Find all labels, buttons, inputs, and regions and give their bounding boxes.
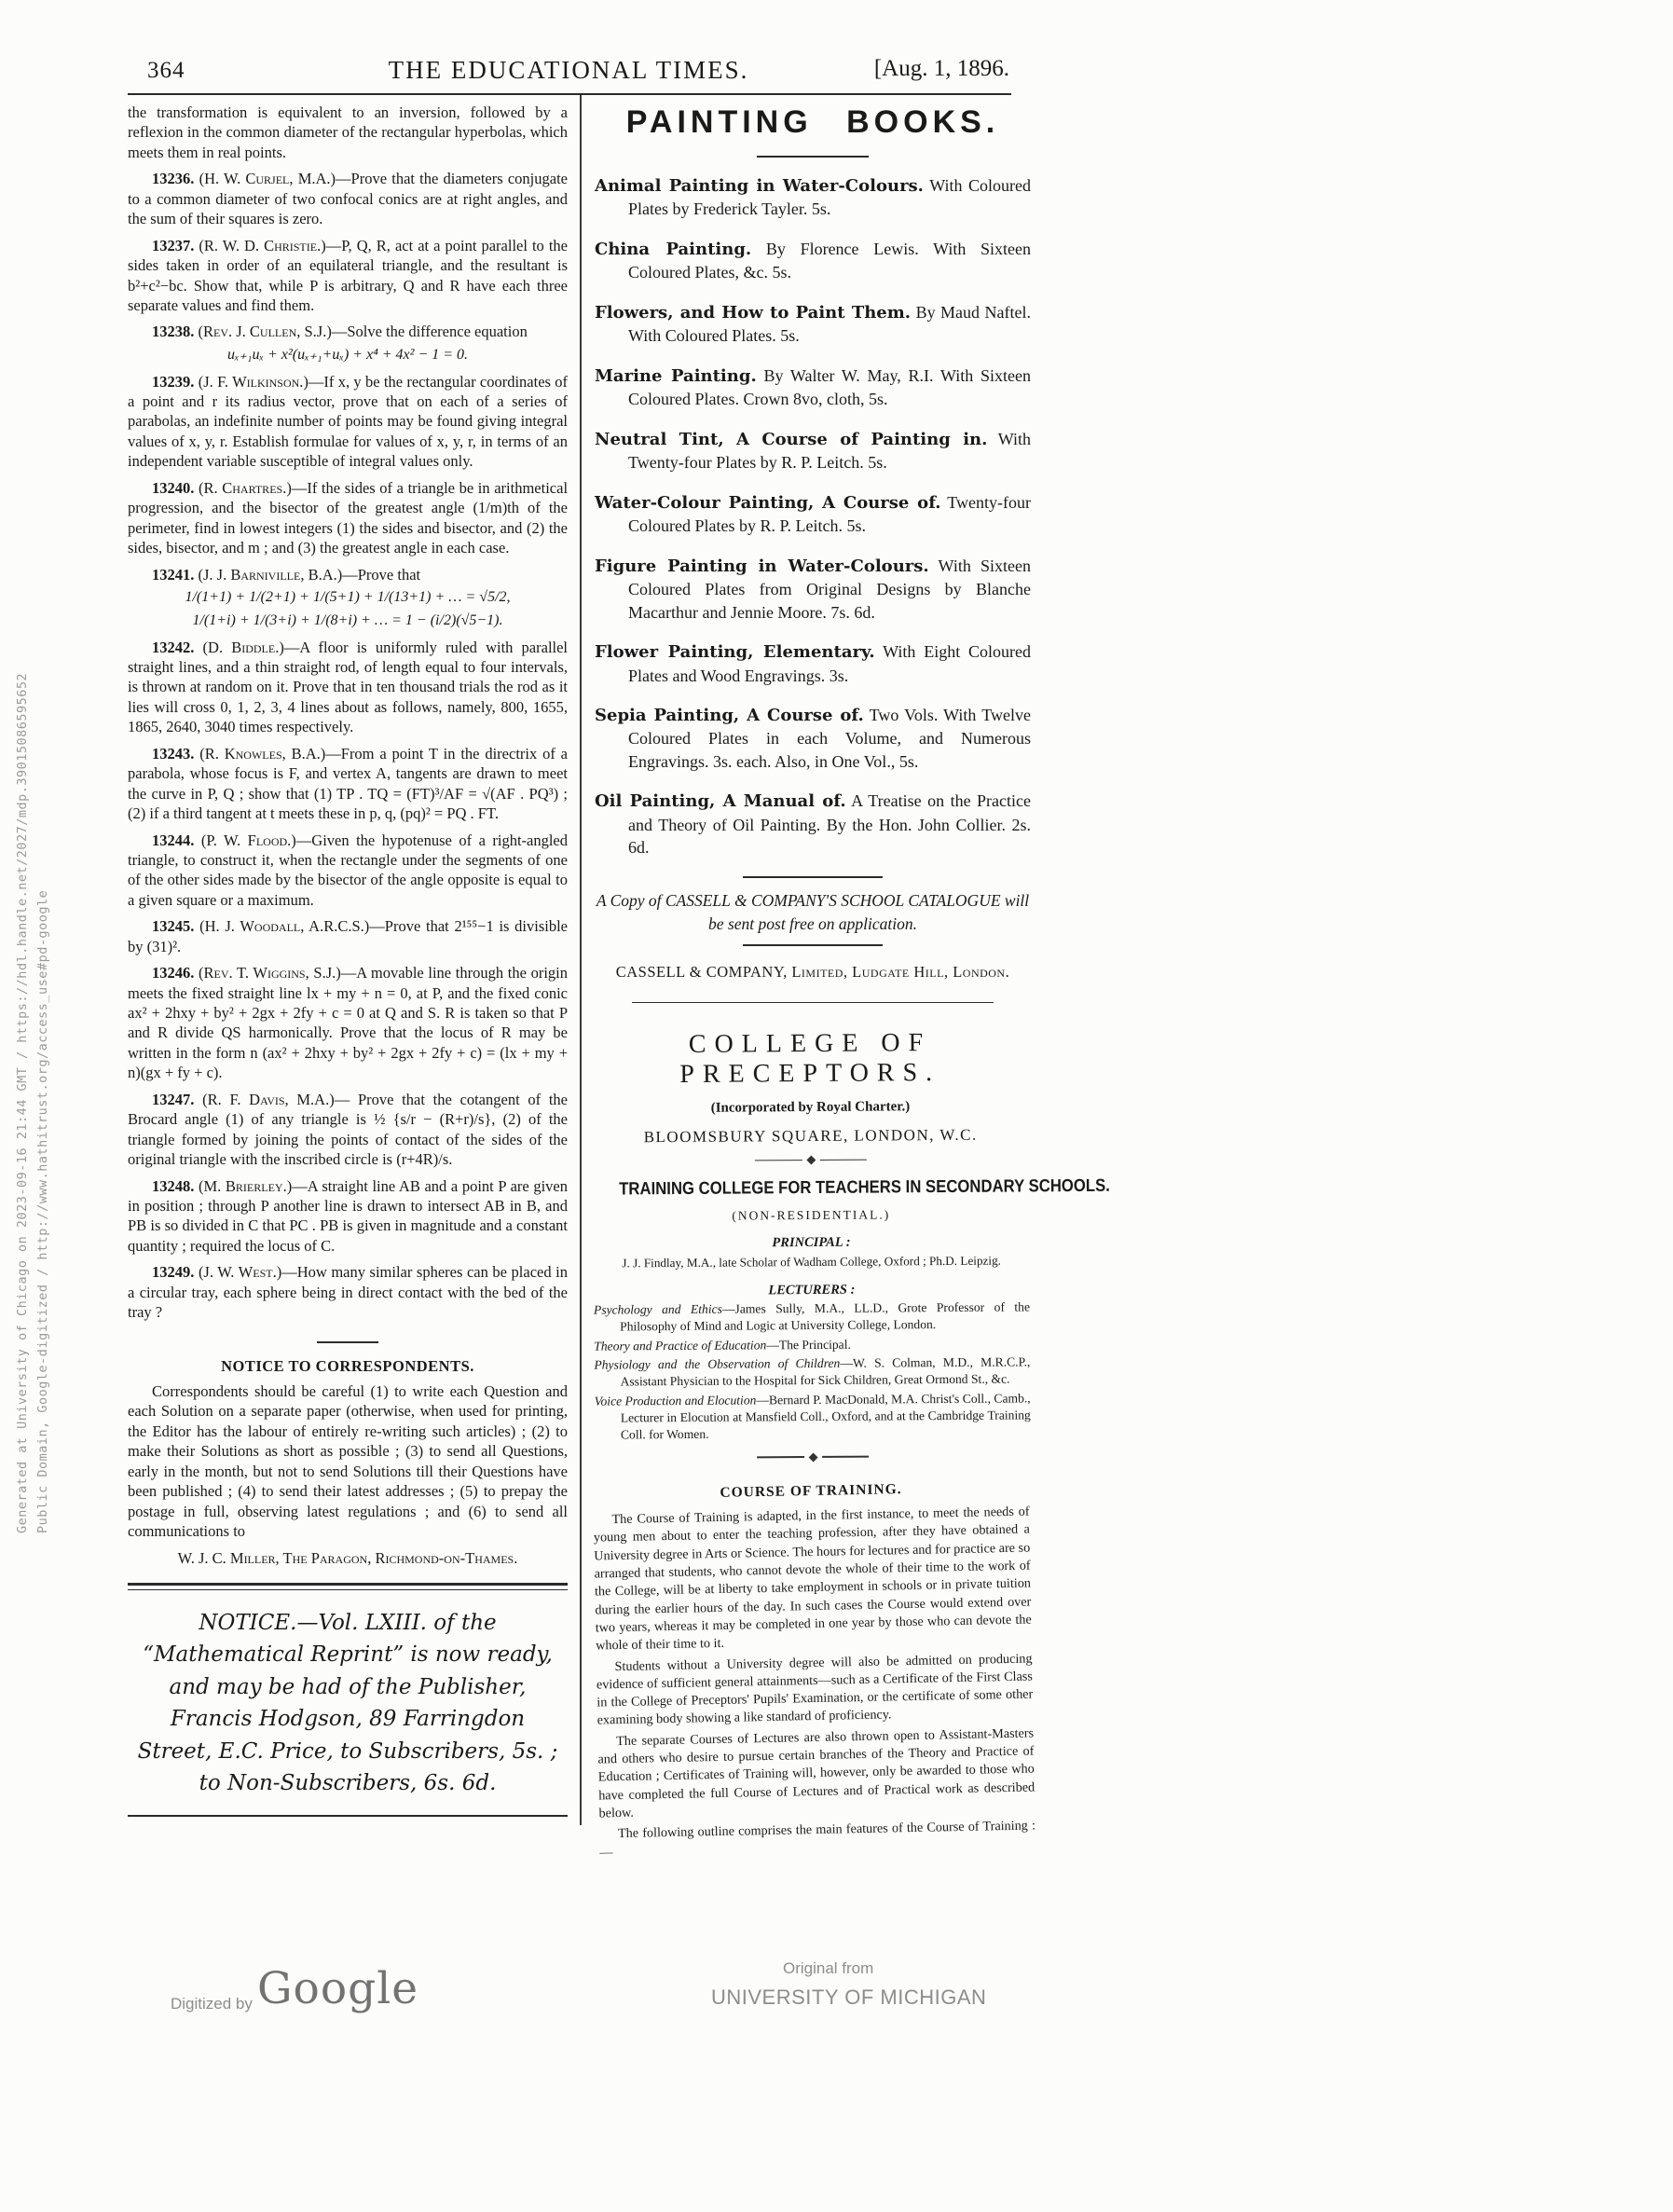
source-institution: UNIVERSITY OF MICHIGAN xyxy=(711,1985,987,2009)
page-number: 364 xyxy=(147,58,185,83)
book-title: Flower Painting, Elementary. xyxy=(595,642,875,663)
left-column xyxy=(128,103,568,1817)
problem-body: —Prove that 2¹⁵⁵−1 is divisible by (31)². xyxy=(128,917,569,955)
problem-13242 xyxy=(128,638,568,737)
right-column xyxy=(593,101,1110,1860)
problem-body: —Solve the difference equation xyxy=(331,323,528,341)
problem-body: —Given the hypotenuse of a right-angled triangle, to construct it, when the rectangle under the segments of one of the other sides made by the bisector of the angle opposite is equal to a given square or a maximum. xyxy=(128,831,569,909)
problem-formula: 1/(1+i) + 1/(3+i) + 1/(8+i) + … = 1 − (i/2)(√5−1). xyxy=(192,611,503,628)
problem-body: —A movable line through the origin meets the fixed straight line lx + my + n = 0, at P, and the fixed conic ax² + 2hxy + by² + 2gx + 2fy + c = 0 at Q and S. R is taken so that P and R divide QS harmonically. Prove that the locus of R may be written in the form n (ax² + 2hxy + by² + 2gx + 2fy + c) = (lx + my + n)(gx + fy + c). xyxy=(128,964,569,1082)
problem-number: 13245. xyxy=(152,917,195,936)
course-paragraph: The following outline comprises the main features of the Course of Training :— xyxy=(599,1817,1036,1860)
problem-author: (H. W. Curjel, M.A.) xyxy=(199,170,336,188)
problem-13241 xyxy=(128,565,568,584)
problem-author: (Rev. T. Wiggins, S.J.) xyxy=(199,964,341,982)
problem-number: 13241. xyxy=(152,565,195,584)
college-of-preceptors-advert xyxy=(592,1027,1110,1860)
problem-author: (Rev. J. Cullen, S.J.) xyxy=(198,323,332,341)
problem-number: 13238. xyxy=(152,323,195,341)
problem-author: (P. W. Flood.) xyxy=(200,831,296,849)
problem-author: (J. F. Wilkinson.) xyxy=(198,372,309,391)
book-title: Oil Painting, A Manual of. xyxy=(595,791,846,812)
book-title: Sepia Painting, A Course of. xyxy=(595,705,864,725)
lecturers-label: LECTURERS : xyxy=(768,1282,856,1298)
digitized-by-label: Digitized by xyxy=(171,1995,253,2013)
problem-number: 13248. xyxy=(152,1176,195,1195)
problem-number: 13246. xyxy=(152,964,195,982)
book-details: By Maud Naftel. With Coloured Plates. 5s. xyxy=(628,302,1032,346)
problem-13245 xyxy=(128,916,568,956)
school-catalogue-note: A Copy of CASSELL & COMPANY'S SCHOOL CATALOGUE will be sent post free on application. xyxy=(596,890,1030,934)
problem-body: —A floor is uniformly ruled with parallel straight lines, and a thin straight rod, of length equal to four intervals, is thrown at random on it. Prove that in ten thousand trials the rod as it lies will cross 0, 1, 2, 3, 4 lines about as follows, namely, 800, 1655, 1865, 2640, 3040 times respectively. xyxy=(128,638,569,736)
course-paragraph: The separate Courses of Lectures are also thrown open to Assistant-Masters and others who desire to pursue certain branches of the Theory and Practice of Education ; Certificates of Training will, however, only be awarded to those who have completed the full Course of Lectures and of Practical work as described below. xyxy=(597,1724,1035,1820)
problem-body: —Prove that xyxy=(342,565,421,584)
problem-author: (J. W. West.) xyxy=(198,1263,282,1282)
problem-formula: 1/(1+1) + 1/(2+1) + 1/(5+1) + 1/(13+1) + … = √5/2, xyxy=(185,588,511,605)
problem-author: (D. Biddle.) xyxy=(202,638,284,656)
lecture-subject: Physiology and the Observation of Children xyxy=(594,1355,841,1372)
book-title: Flowers, and How to Paint Them. xyxy=(595,302,912,323)
book-entry xyxy=(595,640,1031,687)
principal-name: J. J. Findlay, M.A., late Scholar of Wadham College, Oxford ; Ph.D. Leipzig. xyxy=(622,1253,1001,1270)
problem-body: — Prove that the cotangent of the Brocard angle (1) of any triangle is ½ {s/r − (R+r)/s}, (2) of the triangle formed by joining the points of contact of the sides of the original triangle with the inscribed circle is (r+4R)/s. xyxy=(128,1090,569,1169)
problem-13236 xyxy=(128,169,568,228)
catalogue-rule-bottom xyxy=(743,944,883,946)
section-separator-rule xyxy=(317,1341,378,1343)
problem-author: (R. W. D. Christie.) xyxy=(199,236,326,254)
publisher-line: CASSELL & COMPANY, Limited, Ludgate Hill, London. xyxy=(615,962,1010,981)
problem-number: 13243. xyxy=(152,744,195,763)
problem-13237 xyxy=(128,236,568,316)
page-title: THE EDUCATIONAL TIMES. xyxy=(388,56,749,84)
book-entry xyxy=(595,238,1031,284)
lecturer-name: —James Sully, M.A., LL.D., Grote Professor of the Philosophy of Mind and Logic at University College, London. xyxy=(620,1298,1031,1334)
notice-to-correspondents-body: Correspondents should be careful (1) to write each Question and each Solution on a separate paper (otherwise, when used for printing, the Editor has the labour of entirely re-writing such articles) ; (2) to make their Solutions as short as possible ; (3) to send all Questions, early in the month, but not to send Solutions till their Questions have been published ; (4) to send their latest addresses ; (5) to prepay the postage in full, observing latest regulations ; and (6) to send all communications to xyxy=(128,1382,568,1541)
problem-number: 13236. xyxy=(152,170,195,188)
book-details: Twenty-four Coloured Plates by R. P. Leitch. 5s. xyxy=(628,492,1031,536)
book-details: By Florence Lewis. With Sixteen Coloured Plates, &c. 5s. xyxy=(628,239,1032,282)
problem-body: —A straight line AB and a point P are given in position ; through P another line is drawn to intersect AB in B, and PB is so divided in C that PC . PB is given in magnitude and a constant quantity ; required the locus of C. xyxy=(128,1176,568,1255)
book-title: Figure Painting in Water-Colours. xyxy=(595,556,929,576)
book-entry xyxy=(595,555,1031,624)
lecture-subject: Psychology and Ethics xyxy=(593,1301,722,1316)
book-entry xyxy=(595,428,1031,474)
lecturer-name: —The Principal. xyxy=(766,1336,851,1352)
advert-separator-rule xyxy=(632,1002,994,1003)
ornament-divider xyxy=(755,1156,867,1163)
problem-number: 13242. xyxy=(152,638,195,656)
training-college-heading: TRAINING COLLEGE FOR TEACHERS IN SECONDARY SCHOOLS. xyxy=(619,1175,1110,1199)
problem-number: 13249. xyxy=(152,1263,195,1282)
bottom-rule xyxy=(128,1815,568,1817)
problem-body: —If the sides of a triangle be in arithmetical progression, and the bisector of the greatest angle (1/m)th of the perimeter, find in lowest integers (1) the sides and bisector, and (2) the sides, bisector, and m ; and (3) the greatest angle in each case. xyxy=(128,478,569,557)
problem-author: (J. J. Barniville, B.A.) xyxy=(198,565,343,584)
college-heading: COLLEGE OF PRECEPTORS. xyxy=(679,1027,941,1089)
problem-number: 13247. xyxy=(152,1090,195,1108)
problem-body: —How many similar spheres can be placed in a circular tray, each sphere being in direct contact with the bed of the tray ? xyxy=(128,1263,568,1322)
problem-formula: uₓ₊₁uₓ + x²(uₓ₊₁+uₓ) + x⁴ + 4x² − 1 = 0. xyxy=(226,346,469,363)
book-entry xyxy=(595,301,1031,348)
problem-number: 13244. xyxy=(152,831,195,849)
problem-author: (R. Knowles, B.A.) xyxy=(199,744,326,763)
lecture-subject: Voice Production and Elocution xyxy=(594,1392,757,1408)
lecturer-name: —Bernard P. MacDonald, M.A. Christ's Coll., Camb., Lecturer in Elocution at Mansfield Coll., Oxford, and at the Cambridge Training Coll. for Women. xyxy=(620,1390,1031,1442)
mathematical-reprint-notice: NOTICE.—Vol. LXIII. of the “Mathematical Reprint” is now ready, and may be had of the Publisher, Francis Hodgson, 89 Farringdon Street, E.C. Price, to Subscribers, 5s. ; to Non-Subscribers, 6s. 6d. xyxy=(137,1610,558,1796)
college-address: BLOOMSBURY SQUARE, LONDON, W.C. xyxy=(643,1125,978,1146)
lecturer-name: —W. S. Colman, M.D., M.R.C.P., Assistant Physician to the Hospital for Sick Children, Great Ormond St., &c. xyxy=(620,1353,1031,1389)
double-rule xyxy=(128,1583,568,1590)
diamond-icon xyxy=(806,1155,816,1164)
problem-number: 13239. xyxy=(152,372,195,391)
problem-13240 xyxy=(128,478,568,558)
book-entry xyxy=(595,704,1031,773)
book-details: Two Vols. With Twelve Coloured Plates in each Volume, and Numerous Engravings. 3s. each. Also, in One Vol., 5s. xyxy=(628,705,1031,771)
original-from-label: Original from xyxy=(783,1959,874,1977)
book-details: By Walter W. May, R.I. With Sixteen Coloured Plates. Crown 8vo, cloth, 5s. xyxy=(628,365,1032,409)
lecturer-entry xyxy=(595,1389,1031,1443)
hathitrust-watermark-line1: Generated at University of Chicago on 2023-09-16 21:44 GMT / https://hdl.handle.net/2027/mdp.39015086595652 xyxy=(15,672,30,1533)
problem-author: (R. Chartres.) xyxy=(199,478,292,497)
problem-13247 xyxy=(128,1090,568,1170)
problem-13246 xyxy=(128,963,568,1083)
ornament-line xyxy=(822,1455,870,1457)
heading-rule xyxy=(757,156,869,158)
problem-13244 xyxy=(128,831,568,911)
editor-signature: W. J. C. Miller, The Paragon, Richmond-on-Thames. xyxy=(177,1548,518,1567)
problem-author: (R. F. Davis, M.A.) xyxy=(202,1090,335,1108)
ornament-line xyxy=(755,1159,802,1161)
problem-body: —If x, y be the rectangular coordinates of a point and r its radius vector, prove that on each of a series of parabolas, an indefinite number of points may be found giving integral values of x, y, r. Establish formulae for values of x, y, r, in terms of an independent variable susceptible of integral values only. xyxy=(128,372,568,471)
book-title: Water-Colour Painting, A Course of. xyxy=(595,492,941,513)
lecturer-entry xyxy=(594,1334,1030,1354)
course-paragraph: The Course of Training is adapted, in the first instance, to meet the needs of young men about to enter the teaching profession, after they have obtained a University degree in Arts or Science. The hours for lectures and for practice are so arranged that students, who cannot devote the whole of their time to the work of the College, will be at liberty to take employment in schools or in private tuition during the earlier hours of the day. In such cases the Course would extend over two years, whereas it may be completed in one year by those who can devote the whole of their time to it. xyxy=(593,1503,1032,1653)
problem-13248 xyxy=(128,1176,568,1257)
ornament-line xyxy=(819,1159,867,1161)
ornament-divider xyxy=(757,1453,869,1461)
problem-number: 13240. xyxy=(152,478,195,497)
problem-author: (H. J. Woodall, A.R.C.S.) xyxy=(199,917,370,936)
lecture-subject: Theory and Practice of Education xyxy=(594,1337,767,1353)
column-divider xyxy=(580,95,582,1825)
problem-author: (M. Brierley.) xyxy=(199,1176,293,1195)
problem-body: —From a point T in the directrix of a parabola, whose focus is F, and vertex A, tangents are drawn to meet the curve in P, Q ; show that (1) TP . TQ = (FT)³/AF = √(AF . PQ³) ; (2) if a third tangent at t meets these in p, q, (pq)² = PQ . FT. xyxy=(128,744,569,823)
book-entry xyxy=(595,364,1031,411)
course-of-training-heading: COURSE OF TRAINING. xyxy=(720,1480,902,1500)
problem-13249 xyxy=(128,1262,568,1322)
royal-charter-line: (Incorporated by Royal Charter.) xyxy=(710,1098,911,1116)
problem-number: 13237. xyxy=(152,236,195,254)
book-entry xyxy=(595,174,1031,221)
book-title: Marine Painting. xyxy=(595,365,757,386)
book-title: China Painting. xyxy=(595,239,752,259)
problem-13243 xyxy=(128,744,568,824)
notice-to-correspondents-heading: NOTICE TO CORRESPONDENTS. xyxy=(221,1356,474,1375)
intro-continuation: the transformation is equivalent to an inversion, followed by a reflexion in the common diameter of the rectangular hyperbolas, which meets them in real points. xyxy=(128,103,568,161)
lecturer-entry xyxy=(594,1298,1030,1336)
book-entry xyxy=(595,491,1031,538)
book-details: With Twenty-four Plates by R. P. Leitch. 5s. xyxy=(628,429,1031,473)
google-logo: Google xyxy=(257,1963,419,2014)
catalogue-rule-top xyxy=(743,876,883,878)
course-of-training-section xyxy=(593,1478,1036,1862)
book-title: Animal Painting in Water-Colours. xyxy=(595,176,924,196)
principal-label: PRINCIPAL : xyxy=(772,1234,851,1250)
problem-13238 xyxy=(128,322,568,341)
book-details: With Sixteen Coloured Plates from Original Designs by Blanche Macarthur and Jennie Moore. 7s. 6d. xyxy=(628,556,1031,622)
painting-books-heading: PAINTING BOOKS. xyxy=(625,104,1000,140)
problem-body: —Prove that the diameters conjugate to a common diameter of two confocal conics are at right angles, and the sum of their squares is zero. xyxy=(128,170,568,228)
book-entry xyxy=(595,790,1031,859)
book-details: With Coloured Plates by Frederick Tayler. 5s. xyxy=(628,176,1031,219)
book-details: A Treatise on the Practice and Theory of Oil Painting. By the Hon. John Collier. 2s. 6d. xyxy=(628,791,1031,858)
problem-body: —P, Q, R, act at a point parallel to the sides taken in order of an equilateral triangle, and the resultant is b²+c²−bc. Show that, while P is arbitrary, Q and R have each three separate values and find them. xyxy=(128,236,569,314)
book-details: With Eight Coloured Plates and Wood Engravings. 3s. xyxy=(628,642,1031,685)
lecturer-entry xyxy=(594,1353,1030,1391)
hathitrust-watermark-line2: Public Domain, Google-digitized / http://www.hathitrust.org/access_use#pd-google xyxy=(35,889,50,1533)
book-title: Neutral Tint, A Course of Painting in. xyxy=(595,429,988,449)
issue-date: [Aug. 1, 1896. xyxy=(873,56,1009,81)
diamond-icon xyxy=(808,1452,817,1462)
header-rule xyxy=(128,93,1011,95)
non-residential-line: (NON-RESIDENTIAL.) xyxy=(732,1206,891,1223)
ornament-line xyxy=(757,1456,804,1458)
problem-13239 xyxy=(128,372,568,472)
course-paragraph: Students without a University degree will also be admitted on producing evidence of sufficient general attainments—such as a Certificate of the First Class in the College of Preceptors' Pupils' Examination, or the certificate of some other examining body showing a like standard of proficiency. xyxy=(596,1650,1034,1728)
